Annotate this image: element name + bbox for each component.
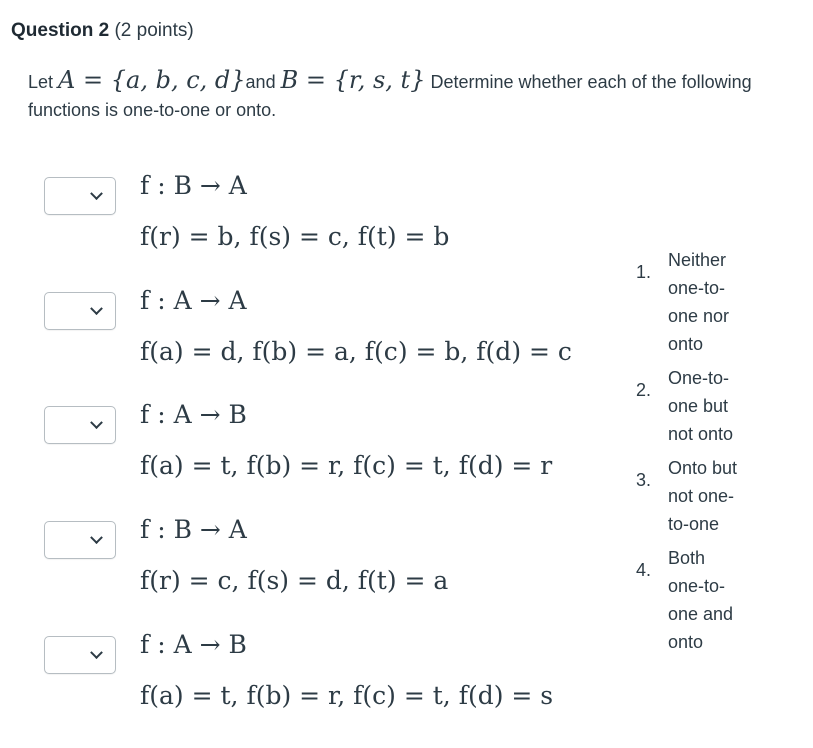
option-label-line: one-to-: [668, 278, 726, 298]
function-definition: f(a) = t, f(b) = r, f(c) = t, f(d) = r: [140, 451, 553, 480]
option-4: [636, 544, 806, 662]
answer-dropdown-3[interactable]: [44, 406, 116, 444]
option-label-line: Onto but: [668, 458, 738, 478]
answer-dropdown-1[interactable]: [44, 177, 116, 215]
function-signature: f : A → B: [140, 630, 247, 659]
option-label-line: Neither: [668, 250, 727, 270]
function-signature: f : B → A: [140, 515, 247, 544]
answer-dropdown-5[interactable]: [44, 636, 116, 674]
option-label-line: not onto: [668, 424, 734, 444]
option-number: 1.: [636, 262, 652, 282]
chevron-down-icon: [90, 416, 103, 429]
question-title: [11, 20, 194, 42]
option-label-line: one-to-: [668, 576, 726, 596]
chevron-down-icon: [90, 646, 103, 659]
question-prompt: [28, 66, 768, 124]
option-label-line: Both: [668, 548, 706, 568]
option-label: [668, 364, 758, 448]
function-item-1: [44, 171, 624, 289]
option-label-line: to-one: [668, 514, 720, 534]
option-3: [636, 454, 806, 544]
chevron-down-icon: [90, 302, 103, 315]
answer-dropdown-4[interactable]: [44, 521, 116, 559]
option-label-line: one nor: [668, 306, 730, 326]
option-label-line: one but: [668, 396, 729, 416]
option-label: [668, 246, 758, 358]
prompt-let: Let: [28, 72, 54, 92]
function-signature: f : A → B: [140, 400, 247, 429]
function-item-4: [44, 515, 624, 633]
option-number: 3.: [636, 470, 652, 490]
option-2: [636, 364, 806, 454]
chevron-down-icon: [90, 531, 103, 544]
option-label: [668, 544, 758, 656]
function-signature: f : B → A: [140, 171, 247, 200]
set-b: B = {r, s, t}: [280, 66, 426, 94]
function-definition: f(a) = t, f(b) = r, f(c) = t, f(d) = s: [140, 681, 554, 710]
prompt-rest: Determine whether each of the following functions is one-to-one or onto.: [28, 72, 752, 120]
option-label-line: onto: [668, 632, 704, 652]
answer-dropdown-2[interactable]: [44, 292, 116, 330]
function-definition: f(r) = c, f(s) = d, f(t) = a: [140, 566, 449, 595]
set-a: A = {a, b, c, d}: [58, 66, 246, 94]
question-points: (2 points): [114, 20, 194, 41]
function-item-5: [44, 630, 624, 748]
prompt-and: and: [245, 72, 276, 92]
function-item-3: [44, 400, 624, 518]
option-label-line: One-to-: [668, 368, 730, 388]
function-definition: f(r) = b, f(s) = c, f(t) = b: [140, 222, 450, 251]
option-number: 2.: [636, 380, 652, 400]
option-label-line: one and: [668, 604, 734, 624]
function-definition: f(a) = d, f(b) = a, f(c) = b, f(d) = c: [140, 337, 572, 366]
option-label: [668, 454, 758, 538]
function-signature: f : A → A: [140, 286, 247, 315]
option-label-line: not one-: [668, 486, 735, 506]
function-item-2: [44, 286, 624, 404]
option-1: [636, 246, 806, 364]
option-number: 4.: [636, 560, 652, 580]
option-label-line: onto: [668, 334, 704, 354]
chevron-down-icon: [90, 187, 103, 200]
question-number: Question 2: [11, 20, 110, 41]
answer-options-list: [636, 246, 806, 662]
